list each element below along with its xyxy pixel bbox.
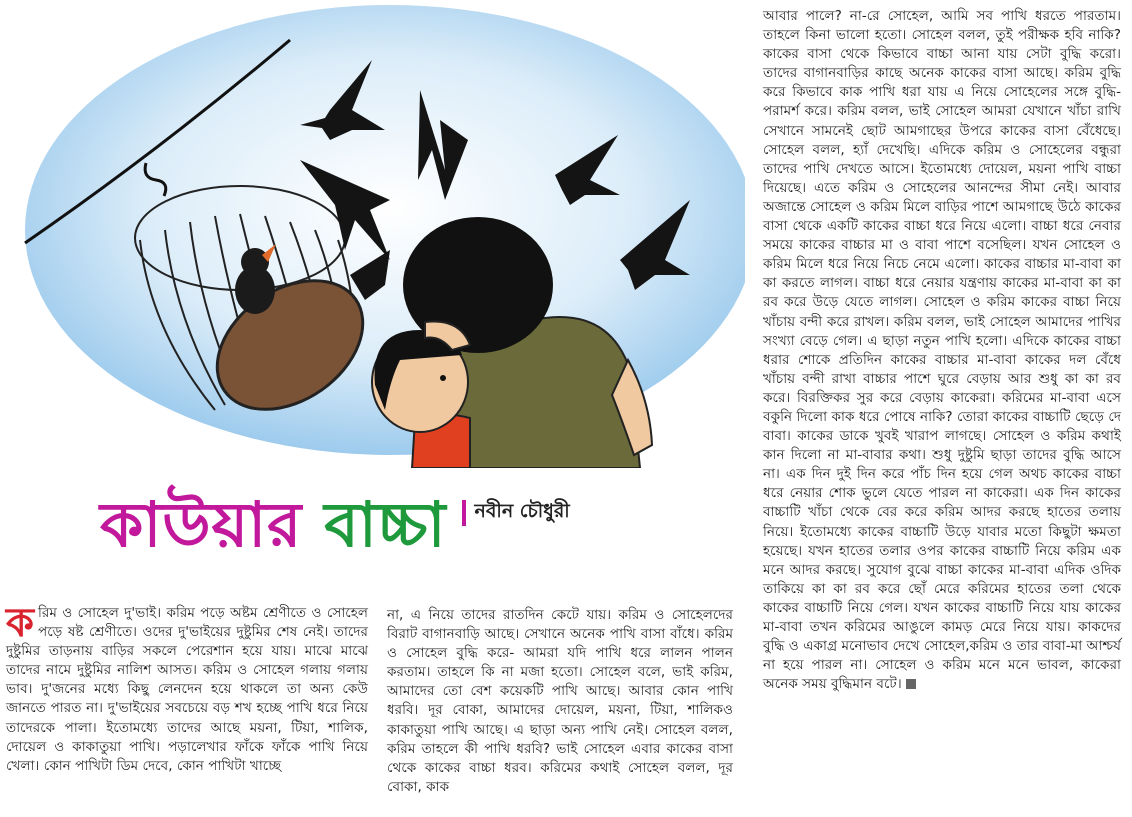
title-word-1: কাউয়ার	[100, 488, 303, 561]
story-title	[100, 478, 570, 561]
column-1-text: রিম ও সোহেল দু'ভাই। করিম পড়ে অষ্টম শ্রেণীতে ও সোহেল পড়ে ষষ্ট শ্রেণীতে। ওদের দু'ভাইয়ের দুষ্টুমির শেষ নেই। তাদের দুষ্টুমির তাড়নায় বাড়ির সকলে পেরেশান হয়ে যায়। মাঝে মাঝে তাদের নামে দুষ্টুমির নালিশ আসত। করিম ও সোহেল গলায় গলায় ভাব। দু'জনের মধ্যে কিছু লেনদেন হয়ে থাকলে তা অন্য কেউ জানতে পারত না। দু'ভাইয়ের সবচেয়ে বড় শখ হচ্ছে পাখি ধরে নিয়ে তাদেরকে পালা। ইতোমধ্যে তাদের আছে ময়না, টিয়া, শালিক, দোয়েল ও কাকাতুয়া পাখি। পড়ালেখার ফাঁকে ফাঁকে পাখি নিয়ে খেলা। কোন পাখিটা ডিম দেবে, কোন পাখিটা খাচ্ছে	[6, 605, 368, 774]
article-column-2	[387, 606, 733, 797]
end-mark	[906, 679, 916, 689]
article-column-3	[763, 7, 1121, 694]
title-word-2: বাচ্চা	[324, 488, 447, 561]
article-column-1	[6, 599, 368, 776]
drop-cap: ক	[6, 599, 34, 646]
column-2-text: না, এ নিয়ে তাদের রাতদিন কেটে যায়। করিম ও সোহেলদের বিরাট বাগানবাড়ি আছে। সেখানে অনেক পাখি বাসা বাঁধে। করিম ও সোহেল বুদ্ধি করে- আমরা যদি পাখি ধরে লালন পালন করতাম। তাহলে কি না মজা হতো। সোহেল বলে, ভাই করিম, আমাদের তো বেশ কয়েকটি পাখি আছে। আবার কোন পাখি ধরবি। দূর বোকা, আমাদের দোয়েল, ময়না, টিয়া, শালিকও কাকাতুয়া পাখি আছে। এ ছাড়া অন্য পাখি নেই। সোহেল বলল, করিম তাহলে কী পাখি ধরবি? ভাই সোহেল এবার কাকের বাসা থেকে কাকের বাচ্চা ধরব। করিমের কথাই সোহেল বলল, দূর বোকা, কাক	[387, 607, 733, 795]
author-name: নবীন চৌধুরী	[474, 500, 570, 522]
story-illustration	[0, 0, 745, 468]
title-divider	[462, 500, 466, 526]
column-3-text: আবার পালে? না-রে সোহেল, আমি সব পাখি ধরতে পারতাম। তাহলে কিনা ভালো হতো। সোহেল বলল, তুই পরীক্ষক হবি নাকি? কাকের বাসা থেকে কিভাবে বাচ্চা আনা যায় সেটা বুদ্ধি করো। তাদের বাগানবাড়ির কাছে অনেক কাকের বাসা আছে। করিম বুদ্ধি করে কিভাবে কাক পাখি ধরা যায় এ নিয়ে সোহেলের সঙ্গে বুদ্ধি-পরামর্শ করে। করিম বলল, ভাই সোহেল আমরা যেখানে খাঁচা রাখি সেখানে সামনেই ছোট আমগাছের উপরে কাকের বাসা বেঁধেছে। সোহেল বলল, হ্যাঁ দেখেছি। এদিকে করিম ও সোহেলের বন্ধুরা তাদের পাখি দেখতে আসে। ইতোমধ্যে দোয়েল, ময়না পাখি বাচ্চা দিয়েছে। এতে করিম ও সোহেলের আনন্দের সীমা নেই। আবার অজান্তে সোহেল ও করিম মিলে বাড়ির পাশে আমগাছে উঠে কাকের বাসা থেকে একটি কাকের বাচ্চা ধরে নিয়ে এলো। বাচ্চা ধরে নেবার সময়ে কাকের বাচ্চার মা ও বাবা পাশে বসেছিল। যখন সোহেল ও করিম মিলে ধরে নিয়ে নিচে নেমে এলো। কাকের বাচ্চার মা-বাবা কা কা করতে লাগল। বাচ্চা ধরে নেয়ার যন্ত্রণায় কাকের মা-বাবা কা কা রব করে উড়ে যেতে লাগল। সোহেল ও করিম কাকের বাচ্চা নিয়ে খাঁচায় বন্দী করে রাখল। করিম বলল, ভাই সোহেল আমাদের পাখির সংখ্যা বেড়ে গেল। এ ছাড়া নতুন পাখি হলো। এদিকে কাকের বাচ্চা ধরার শোকে প্রতিদিন কাকের বাচ্চার মা-বাবা কাকের দল বেঁধে খাঁচায় বন্দী রাখা বাচ্চার পাশে ঘুরে বেড়ায় আর শুধু কা কা রব করে। বিরক্তিকর সুর করে বেড়ায় কাকেরা। করিমের মা-বাবা এসে বকুনি দিলো কাক ধরে পোষে নাকি? তোরা কাকের বাচ্চাটি ছেড়ে দে বাবা। কাকের ডাকে খুবই খারাপ লাগছে। সোহেল ও করিম কথাই কান দিলো না মা-বাবার কথা। শুধু দুষ্টুমি ছাড়া তাদের বুদ্ধি আসে না। এক দিন দুই দিন করে পাঁচ দিন হয়ে গেল অথচ কাকের বাচ্চা ধরে নেয়ার শোক ভুলে যেতে পারল না কাকেরা। এক দিন কাকের বাচ্চাটি খাঁচা থেকে বের করে করিম আদর করছে হাতের তলায় নিয়ে। ইতোমধ্যে কাকের বাচ্চাটি উড়ে যাবার মতো কিছুটা ক্ষমতা হয়েছে। যখন হাতের তলার ওপর কাকের বাচ্চাটি নিয়ে করিম এক মনে আদর করছে। সুযোগ বুঝে বাচ্চা কাকের মা-বাবা এদিক ওদিক তাকিয়ে কা কা রব করে ছোঁ মেরে করিমের হাতের তলা থেকে কাকের বাচ্চাটি নিয়ে গেল। যখন কাকের বাচ্চাটি নিয়ে যায় কাকের মা-বাবা তখন করিমের আঙুলে কামড় মেরে নিয়ে যায়। কাকদের বুদ্ধি ও একাগ্র মনোভাব দেখে সোহেল,করিম ও তার বাবা-মা আশ্চর্য না হয়ে পারল না। সোহেল ও করিম মনে মনে ভাবল, কাকেরা অনেক সময় বুদ্ধিমান বটে।	[763, 8, 1121, 693]
